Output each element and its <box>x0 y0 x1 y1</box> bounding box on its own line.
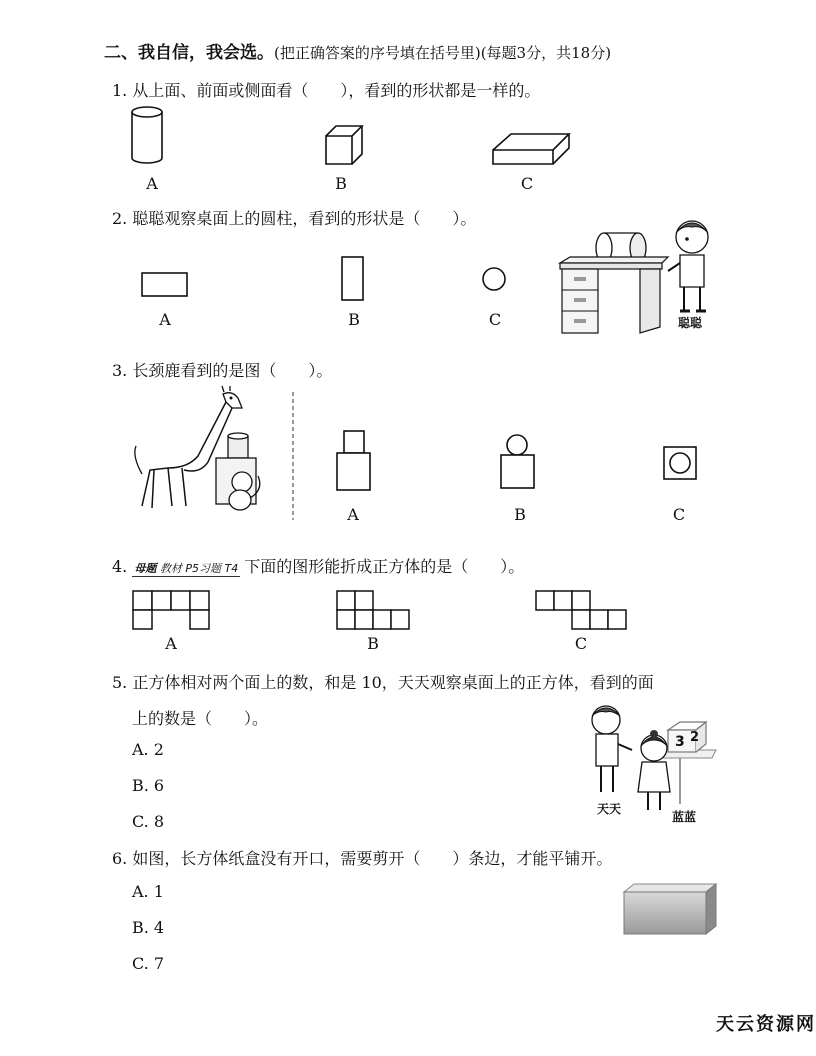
q2-tall-rectangle <box>341 256 365 302</box>
q4-option-b-label: B <box>367 634 379 653</box>
q4-option-c-label: C <box>574 634 588 653</box>
q1-cylinder-figure <box>130 104 166 166</box>
q2-option-a-label: A <box>159 310 171 329</box>
question-1-text: 1. 从上面、前面或侧面看（ ），看到的形状都是一样的。 <box>112 81 541 100</box>
q1-option-c-label: C <box>520 174 534 193</box>
q3-option-a-label: A <box>347 505 359 524</box>
q1-cube-figure <box>324 124 364 166</box>
q6-option-a: A. 1 <box>132 882 164 901</box>
question-5-line-1: 5. 正方体相对两个面上的数，和是 10，天天观察桌面上的正方体，看到的面 <box>112 673 654 692</box>
q1-flat-cuboid-figure <box>491 132 571 166</box>
q3-option-b-figure <box>500 434 536 490</box>
source-badge <box>132 560 240 577</box>
q4-net-c <box>535 590 631 632</box>
q2-wide-rectangle <box>141 272 189 298</box>
q3-option-c-figure <box>663 446 699 482</box>
q5-boy-caption: 天天 <box>597 802 622 816</box>
section-note: (把正确答案的序号填在括号里)(每题3分，共18分) <box>274 44 612 62</box>
section-heading: 二、我自信，我会选。 <box>104 43 274 63</box>
question-3-text: 3. 长颈鹿看到的是图（ ）。 <box>112 361 333 380</box>
q5-option-a: A. 2 <box>132 740 164 759</box>
question-6-text: 6. 如图，长方体纸盒没有开口，需要剪开（ ）条边，才能平铺开。 <box>112 849 613 868</box>
q3-divider-line <box>292 392 296 522</box>
q3-option-b-label: B <box>514 505 526 524</box>
q5-option-b: B. 6 <box>132 776 165 795</box>
q2-option-c-label: C <box>488 310 502 329</box>
q4-option-a-label: A <box>165 634 177 653</box>
q5-girl-caption: 蓝蓝 <box>672 810 697 824</box>
giraffe-and-blocks-illustration <box>128 386 273 518</box>
q2-circle <box>482 267 508 293</box>
q6-option-c: C. 7 <box>132 954 165 973</box>
watermark-logo: 天云资源网 <box>716 1014 816 1035</box>
question-4-text: 下面的图形能折成正方体的是（ ）。 <box>244 557 525 576</box>
q4-net-a <box>132 590 214 632</box>
q1-option-b-label: B <box>335 174 347 193</box>
section-title <box>104 38 611 63</box>
source-badge-main: 母题 <box>134 562 157 575</box>
q3-option-a-figure <box>336 430 372 492</box>
source-badge-sub: 教材 P5习题 T4 <box>159 562 239 575</box>
q4-net-b <box>336 590 418 632</box>
question-5-line-2: 上的数是（ ）。 <box>132 709 269 728</box>
q5-option-c: C. 8 <box>132 812 165 831</box>
question-4: 4. 母题 教材 P5习题 T4 下面的图形能折成正方体的是（ ）。 <box>112 557 525 576</box>
q2-option-b-label: B <box>348 310 360 329</box>
cube-face-number-side: 2 <box>690 730 700 745</box>
q2-boy-caption: 聪聪 <box>678 316 703 330</box>
q1-option-a-label: A <box>146 174 158 193</box>
q3-option-c-label: C <box>672 505 686 524</box>
cuboid-box-illustration <box>620 880 720 940</box>
cube-face-number-front: 3 <box>675 734 685 750</box>
q6-option-b: B. 4 <box>132 918 165 937</box>
question-2-text: 2. 聪聪观察桌面上的圆柱，看到的形状是（ ）。 <box>112 209 477 228</box>
